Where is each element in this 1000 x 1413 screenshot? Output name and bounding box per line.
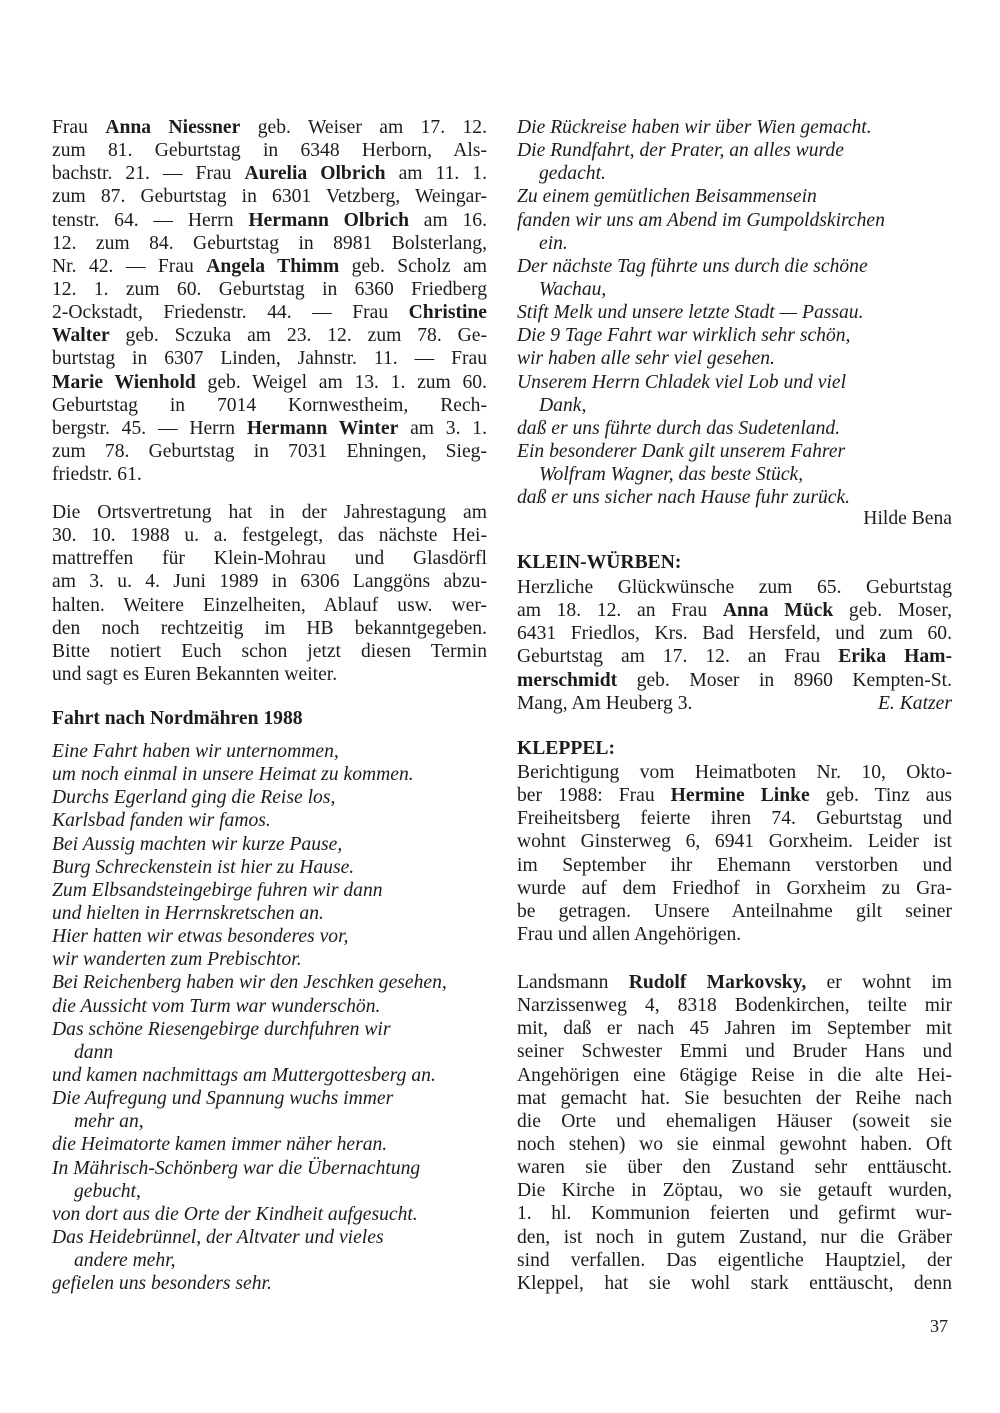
text-line bbox=[517, 1087, 952, 1110]
markovsky-paragraph bbox=[517, 971, 952, 1295]
text-segment: geb. Sczuka am 23. 12. zum 78. Ge- bbox=[109, 325, 487, 347]
klein-wuerben-lines bbox=[517, 576, 952, 692]
bold-name: Walter bbox=[52, 325, 110, 347]
text-segment: ber 1988: Frau bbox=[517, 785, 671, 807]
text-segment: geb. Scholz am bbox=[339, 255, 488, 277]
text-segment: geb. Weigel am 13. 1. zum 60. bbox=[195, 371, 488, 393]
poem-line: Bei Aussig machten wir kurze Pause, bbox=[52, 833, 343, 855]
text-segment: am 11. 1. bbox=[385, 163, 487, 185]
text-segment: Die Kirche in Zöptau, wo sie getauft wurden, bbox=[517, 1180, 952, 1202]
bold-name: Hermine Linke bbox=[670, 785, 810, 807]
text-segment: halten. Weitere Einzelheiten, Ablauf usw. wer- bbox=[52, 594, 487, 616]
text-segment: die Orte und ehemaligen Häuser (soweit sie bbox=[517, 1110, 952, 1132]
poem-line: die Aussicht vom Turm war wunderschön. bbox=[52, 995, 381, 1017]
poem-title: Fahrt nach Nordmähren 1988 bbox=[52, 708, 303, 729]
text-segment: mat gemacht hat. Sie besuchten der Reihe nach bbox=[517, 1087, 952, 1109]
bold-name: Hermann Olbrich bbox=[248, 209, 409, 231]
text-line bbox=[517, 830, 952, 853]
poem-line: und hielten in Herrnskretschen an. bbox=[52, 902, 324, 924]
text-segment: Die Ortsvertretung hat in der Jahrestagung am bbox=[52, 502, 487, 523]
text-segment: mit, daß er nach 45 Jahren im September mit bbox=[517, 1018, 952, 1040]
poem-line: Stift Melk und unsere letzte Stadt — Passau. bbox=[517, 302, 864, 324]
poem-line: In Mährisch-Schönberg war die Übernachtung bbox=[52, 1157, 421, 1179]
text-segment: wurde auf dem Friedhof in Gorxheim zu Gra- bbox=[517, 877, 952, 899]
text-line bbox=[517, 1017, 952, 1040]
text-segment: am 16. bbox=[408, 209, 487, 231]
text-line bbox=[52, 547, 487, 570]
poem-line: Burg Schreckenstein ist hier zu Hause. bbox=[52, 856, 355, 878]
text-segment: 30. 10. 1988 u. a. festgelegt, das nächste Hei- bbox=[52, 525, 487, 547]
poem-author: Hilde Bena bbox=[863, 508, 952, 529]
text-line bbox=[52, 116, 487, 139]
poem-line: Das Heidebrünnel, der Altvater und vieles bbox=[52, 1226, 384, 1248]
text-segment: Kleppel, hat sie wohl stark enttäuscht, denn bbox=[517, 1272, 952, 1294]
text-line bbox=[517, 877, 952, 900]
poem-line: dann bbox=[74, 1041, 114, 1063]
text-segment: Freiheitsberg feierte ihren 74. Geburtstag und bbox=[517, 808, 952, 830]
poem-line: Zum Elbsandsteingebirge fuhren wir dann bbox=[52, 879, 383, 901]
text-line bbox=[52, 640, 487, 663]
text-segment: Frau bbox=[52, 117, 106, 138]
text-line bbox=[517, 599, 952, 622]
text-segment: Berichtigung vom Heimatboten Nr. 10, Okto- bbox=[517, 762, 952, 783]
text-segment: geb. Moser in 8960 Kempten-St. bbox=[617, 669, 952, 691]
section-heading-kleppel: KLEPPEL: bbox=[517, 738, 615, 759]
text-segment: zum 81. Geburtstag in 6348 Herborn, Als- bbox=[52, 140, 487, 162]
text-segment: Nr. 42. — Frau bbox=[52, 255, 207, 277]
text-line bbox=[517, 1156, 952, 1179]
poem-line: von dort aus die Orte der Kindheit aufgesucht. bbox=[52, 1203, 418, 1225]
text-segment: den, ist noch in gutem Zustand, nur die Gräber bbox=[517, 1226, 952, 1248]
text-line bbox=[517, 1110, 952, 1133]
text-segment: tenstr. 64. — Herrn bbox=[52, 209, 249, 231]
text-line bbox=[52, 663, 487, 686]
text-segment: Frau und allen Angehörigen. bbox=[517, 923, 742, 945]
poem-part-1 bbox=[52, 740, 487, 1295]
text-segment: 12. 1. zum 60. Geburtstag in 6360 Friedberg bbox=[52, 278, 487, 300]
birthday-list-paragraph bbox=[52, 116, 487, 486]
text-segment: bergstr. 45. — Herrn bbox=[52, 417, 247, 439]
poem-line: gebucht, bbox=[74, 1180, 141, 1202]
text-segment: im September ihr Ehemann verstorben und bbox=[517, 854, 952, 876]
text-segment: sind verfallen. Das eigentliche Hauptziel, der bbox=[517, 1249, 952, 1271]
poem-line: Hier hatten wir etwas besonderes vor, bbox=[52, 926, 349, 948]
bold-name: Anna Mück bbox=[722, 600, 834, 622]
text-line bbox=[517, 761, 952, 784]
text-segment: mattreffen für Klein-Mohrau und Glasdörfl bbox=[52, 548, 487, 570]
poem-line: um noch einmal in unsere Heimat zu kommen. bbox=[52, 764, 414, 786]
text-line bbox=[517, 1064, 952, 1087]
text-segment: er wohnt im bbox=[806, 972, 952, 993]
text-line bbox=[52, 255, 487, 278]
poem-line: Die Aufregung und Spannung wuchs immer bbox=[52, 1088, 394, 1110]
bold-name: Christine bbox=[408, 302, 487, 324]
author-signature: E. Katzer bbox=[877, 692, 952, 714]
bold-name: Hermann Winter bbox=[246, 417, 399, 439]
poem-line: gedacht. bbox=[539, 163, 606, 185]
text-line bbox=[517, 1249, 952, 1272]
poem-line: daß er uns sicher nach Hause fuhr zurück. bbox=[517, 487, 851, 509]
kleppel-paragraph bbox=[517, 761, 952, 946]
poem-line: wir wanderten zum Prebischtor. bbox=[52, 949, 302, 971]
poem-line: mehr an, bbox=[74, 1111, 144, 1133]
text-line bbox=[517, 900, 952, 923]
text-line bbox=[517, 1202, 952, 1225]
poem-line: fanden wir uns am Abend im Gumpoldskirchen bbox=[517, 209, 885, 231]
text-line bbox=[52, 347, 487, 370]
text-segment: geb. Moser, bbox=[833, 600, 952, 622]
text-line bbox=[517, 1133, 952, 1156]
page-number: 37 bbox=[930, 1316, 948, 1336]
text-line bbox=[517, 622, 952, 645]
poem-part-2 bbox=[517, 116, 952, 509]
text-line bbox=[517, 923, 952, 946]
poem-line: Ein besonderer Dank gilt unserem Fahrer bbox=[517, 440, 846, 462]
text-line bbox=[52, 501, 487, 524]
text-line bbox=[517, 994, 952, 1017]
text-segment: am 3. 1. bbox=[398, 417, 487, 439]
meeting-announcement-paragraph bbox=[52, 501, 487, 686]
text-line bbox=[517, 854, 952, 877]
text-segment: zum 78. Geburtstag in 7031 Ehningen, Sieg- bbox=[52, 440, 487, 462]
text-segment: Bitte notiert Euch schon jetzt diesen Termin bbox=[52, 640, 487, 662]
text-line bbox=[52, 162, 487, 185]
text-segment: 6431 Friedlos, Krs. Bad Hersfeld, und zum 60. bbox=[517, 623, 952, 645]
text-segment: und sagt es Euren Bekannten weiter. bbox=[52, 663, 338, 685]
text-segment: be getragen. Unsere Anteilnahme gilt seiner bbox=[517, 900, 952, 922]
text-segment: am 18. 12. an Frau bbox=[517, 600, 723, 622]
text-segment: 12. zum 84. Geburtstag in 8981 Bolsterlang, bbox=[52, 232, 487, 254]
bold-name: Marie Wienhold bbox=[52, 371, 196, 393]
text-segment: am 3. u. 4. Juni 1989 in 6306 Langgöns abzu- bbox=[52, 571, 487, 593]
section-heading-klein-wuerben: KLEIN-WÜRBEN: bbox=[517, 552, 682, 573]
text-segment: waren sie über den Zustand sehr enttäuscht. bbox=[517, 1157, 952, 1179]
poem-line: Unserem Herrn Chladek viel Lob und viel bbox=[517, 371, 847, 393]
text-segment: Angehörigen eine 6tägige Reise in die alte Hei- bbox=[517, 1064, 952, 1086]
text-line bbox=[52, 324, 487, 347]
text-line bbox=[52, 594, 487, 617]
text-segment: burtstag in 6307 Linden, Jahnstr. 11. — Frau bbox=[52, 348, 487, 370]
poem-line: Wolfram Wagner, das beste Stück, bbox=[539, 464, 804, 486]
text-line bbox=[52, 570, 487, 593]
poem-line: Zu einem gemütlichen Beisammensein bbox=[517, 186, 817, 208]
bold-name: Rudolf Markovsky, bbox=[628, 972, 807, 993]
text-line bbox=[52, 463, 487, 486]
bold-name: Aurelia Olbrich bbox=[244, 163, 386, 185]
text-line bbox=[52, 232, 487, 255]
text-segment: Narzissenweg 4, 8318 Bodenkirchen, teilte mir bbox=[517, 995, 952, 1017]
text-line bbox=[52, 371, 487, 394]
text-segment: den noch rechtzeitig im HB bekanntgegeben. bbox=[52, 617, 487, 639]
text-segment: zum 87. Geburtstag in 6301 Vetzberg, Weingar- bbox=[52, 186, 487, 208]
poem-line: Dank, bbox=[539, 394, 587, 416]
poem-line: Eine Fahrt haben wir unternommen, bbox=[52, 741, 339, 762]
text-line bbox=[52, 440, 487, 463]
text-line bbox=[517, 1040, 952, 1063]
text-line bbox=[517, 784, 952, 807]
text-segment: friedstr. 61. bbox=[52, 464, 142, 486]
text-segment: geb. Weiser am 17. 12. bbox=[240, 117, 487, 138]
text-line bbox=[52, 301, 487, 324]
text-line bbox=[517, 576, 952, 599]
poem-line: und kamen nachmittags am Muttergottesberg an. bbox=[52, 1064, 436, 1086]
text-line bbox=[517, 807, 952, 830]
klein-wuerben-paragraph bbox=[517, 576, 952, 715]
address-text: Mang, Am Heuberg 3. bbox=[517, 692, 693, 714]
text-segment: 2-Ockstadt, Friedenstr. 44. — Frau bbox=[52, 302, 409, 324]
poem-line: Die 9 Tage Fahrt war wirklich sehr schön, bbox=[517, 325, 851, 347]
text-line bbox=[517, 669, 952, 692]
text-line bbox=[52, 278, 487, 301]
bold-name: Erika Ham- bbox=[838, 646, 952, 668]
text-line bbox=[52, 394, 487, 417]
poem-line: Die Rundfahrt, der Prater, an alles wurde bbox=[517, 140, 844, 162]
text-segment: noch stehen) wo sie einmal gewohnt haben. Oft bbox=[517, 1133, 952, 1155]
poem-line: gefielen uns besonders sehr. bbox=[52, 1273, 272, 1295]
bold-name: Angela Thimm bbox=[206, 255, 340, 277]
text-segment: Geburtstag am 17. 12. an Frau bbox=[517, 646, 839, 668]
poem-line: Wachau, bbox=[539, 278, 607, 300]
text-line bbox=[52, 209, 487, 232]
text-line bbox=[517, 971, 952, 994]
poem-line: Die Rückreise haben wir über Wien gemacht. bbox=[517, 117, 872, 138]
poem-line: andere mehr, bbox=[74, 1250, 176, 1272]
text-line bbox=[517, 1179, 952, 1202]
poem-line: wir haben alle sehr viel gesehen. bbox=[517, 348, 775, 370]
text-segment: bachstr. 21. — Frau bbox=[52, 163, 245, 185]
text-line bbox=[517, 1272, 952, 1295]
text-line bbox=[52, 139, 487, 162]
text-segment: Herzliche Glückwünsche zum 65. Geburtstag bbox=[517, 577, 952, 598]
bold-name: Anna Niessner bbox=[105, 117, 241, 138]
text-line bbox=[517, 645, 952, 668]
text-segment: Geburtstag in 7014 Kornwestheim, Rech- bbox=[52, 394, 487, 416]
poem-line: die Heimatorte kamen immer näher heran. bbox=[52, 1134, 388, 1156]
klein-wuerben-last-line bbox=[517, 692, 952, 715]
poem-line: Der nächste Tag führte uns durch die schöne bbox=[517, 255, 868, 277]
text-line bbox=[517, 1226, 952, 1249]
text-segment: geb. Tinz aus bbox=[809, 785, 952, 807]
text-line bbox=[52, 185, 487, 208]
text-line bbox=[52, 617, 487, 640]
poem-line: Karlsbad fanden wir famos. bbox=[52, 810, 271, 832]
text-line bbox=[52, 417, 487, 440]
text-segment: Landsmann bbox=[517, 972, 629, 993]
text-segment: 1. hl. Kommunion feierten und gefirmt wur- bbox=[517, 1203, 952, 1225]
text-segment: wohnt Ginsterweg 6, 6941 Gorxheim. Leider ist bbox=[517, 831, 952, 853]
poem-line: Durchs Egerland ging die Reise los, bbox=[52, 787, 336, 809]
poem-line: ein. bbox=[539, 232, 568, 254]
poem-line: daß er uns führte durch das Sudetenland. bbox=[517, 417, 841, 439]
poem-line: Bei Reichenberg haben wir den Jeschken gesehen, bbox=[52, 972, 447, 994]
poem-line: Das schöne Riesengebirge durchfuhren wir bbox=[52, 1018, 391, 1040]
text-segment: seiner Schwester Emmi und Bruder Hans und bbox=[517, 1041, 952, 1063]
text-line bbox=[52, 524, 487, 547]
bold-name: merschmidt bbox=[517, 669, 618, 691]
